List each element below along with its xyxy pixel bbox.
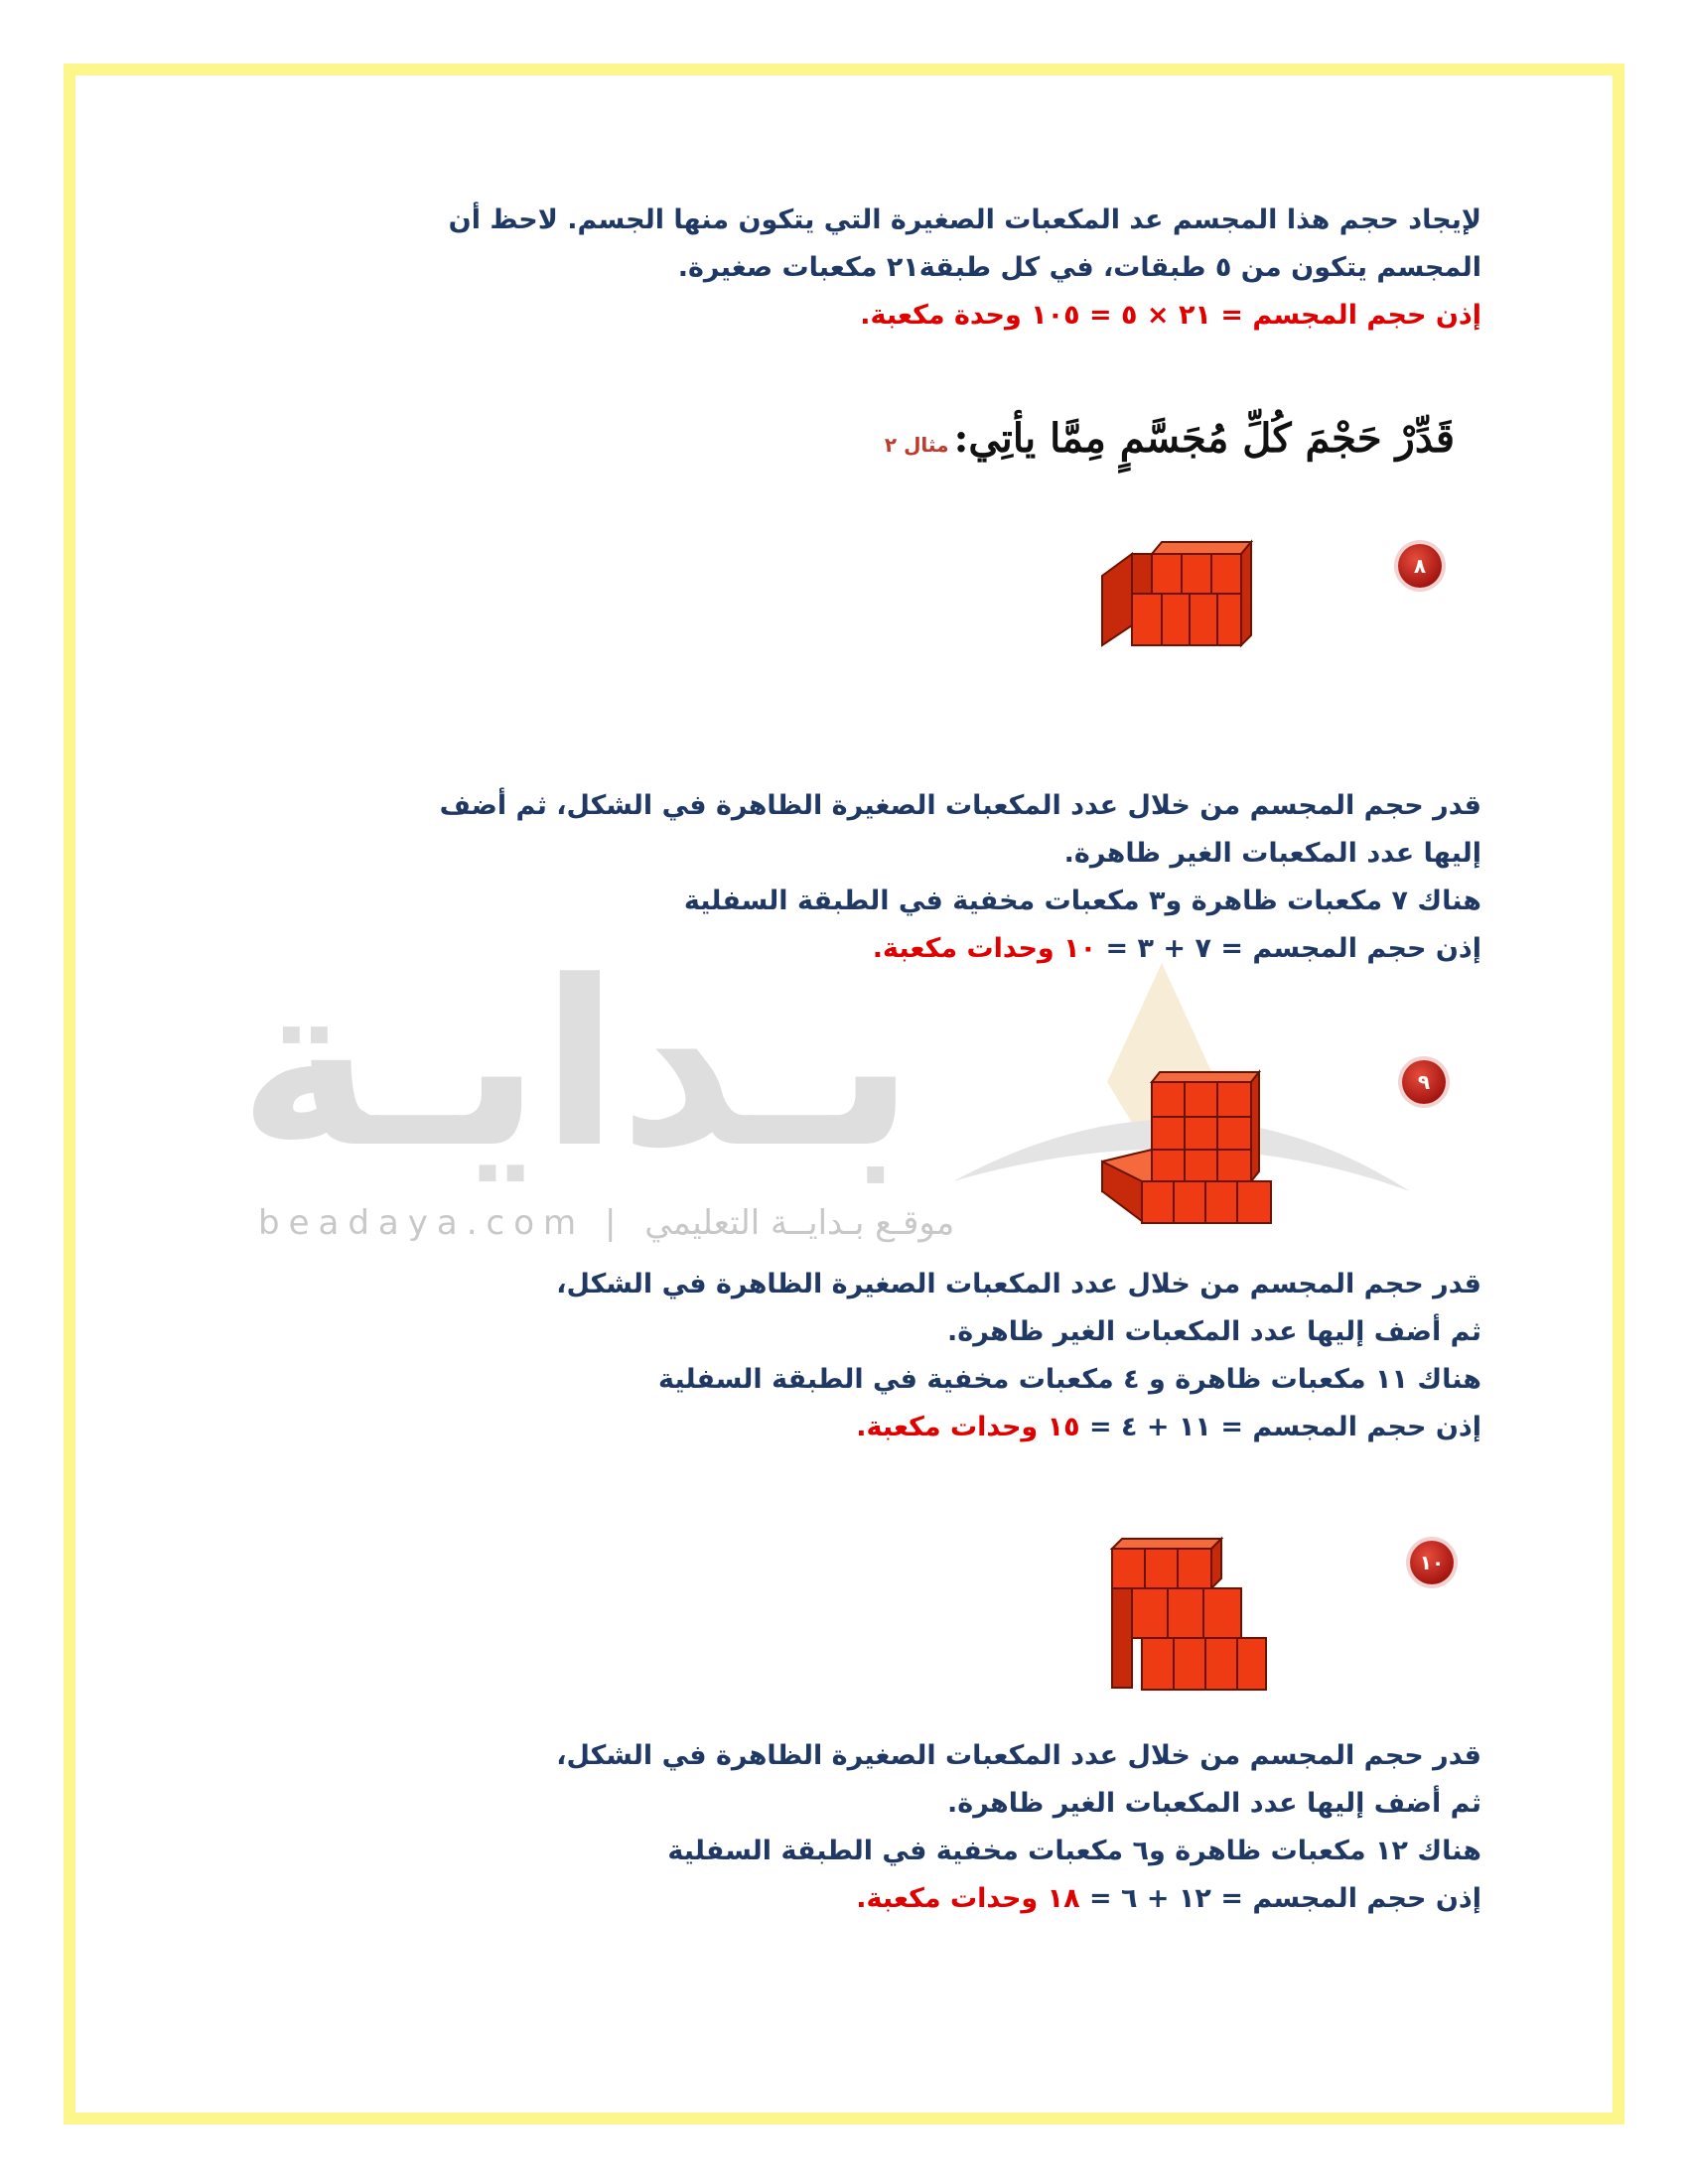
problem-9-badge: ٩ bbox=[1402, 1060, 1446, 1104]
problem-10-line-1: قدر حجم المجسم من خلال عدد المكعبات الصغيرة الظاهرة في الشكل، bbox=[556, 1740, 1481, 1771]
problem-8-line-3: هناك ٧ مكعبات ظاهرة و٣ مكعبات مخفية في الطبقة السفلية bbox=[683, 886, 1481, 916]
problem-9-line-3: هناك ١١ مكعبات ظاهرة و ٤ مكعبات مخفية في الطبقة السفلية bbox=[657, 1364, 1481, 1395]
problem-10-result-expression: إذن حجم المجسم = ١٢ + ٦ = bbox=[1079, 1883, 1481, 1914]
problem-8-result-expression: إذن حجم المجسم = ٧ + ٣ = bbox=[1096, 933, 1481, 964]
watermark-logo: بـدايـة bbox=[238, 933, 915, 1198]
problem-9-cube-figure bbox=[1092, 1062, 1291, 1236]
problem-10-badge: ١٠ bbox=[1410, 1541, 1454, 1584]
intro-line-1: لإيجاد حجم هذا المجسم عد المكعبات الصغيرة التي يتكون منها الجسم. لاحظ أن bbox=[448, 205, 1481, 235]
problem-10-result bbox=[556, 1875, 1481, 1923]
problem-8-line-2: إليها عدد المكعبات الغير ظاهرة. bbox=[1063, 838, 1481, 869]
problem-10-line-2: ثم أضف إليها عدد المكعبات الغير ظاهرة. bbox=[947, 1788, 1481, 1819]
watermark-caption: beadaya.com | موقـع بـدايــة التعليمي bbox=[258, 1203, 955, 1243]
problem-10-line-3: هناك ١٢ مكعبات ظاهرة و٦ مكعبات مخفية في الطبقة السفلية bbox=[667, 1836, 1481, 1866]
problem-10-text bbox=[556, 1732, 1481, 1923]
heading-title: قَدِّرْ حَجْمَ كُلِّ مُجَسَّمٍ مِمَّا يأتِي: bbox=[953, 415, 1455, 462]
problem-9-line-2: ثم أضف إليها عدد المكعبات الغير ظاهرة. bbox=[947, 1316, 1481, 1347]
problem-9-result-answer: ١٥ وحدات مكعبة. bbox=[856, 1412, 1080, 1442]
problem-9-line-1: قدر حجم المجسم من خلال عدد المكعبات الصغيرة الظاهرة في الشكل، bbox=[556, 1269, 1481, 1299]
intro-block bbox=[449, 197, 1481, 340]
exercise-heading bbox=[884, 415, 1455, 494]
problem-10-cube-figure bbox=[1092, 1529, 1291, 1707]
intro-line-2: المجسم يتكون من ٥ طبقات، في كل طبقة٢١ مكعبات صغيرة. bbox=[677, 252, 1481, 283]
problem-8-result-answer: ١٠ وحدات مكعبة. bbox=[872, 933, 1097, 964]
heading-example-label: مثال ٢ bbox=[884, 433, 949, 457]
intro-result: إذن حجم المجسم = ٢١ × ٥ = ١٠٥ وحدة مكعبة. bbox=[860, 300, 1481, 331]
problem-8-text bbox=[440, 782, 1481, 973]
problem-9-result bbox=[556, 1404, 1481, 1451]
problem-8-badge: ٨ bbox=[1398, 544, 1442, 588]
problem-10-result-answer: ١٨ وحدات مكعبة. bbox=[856, 1883, 1080, 1914]
problem-8-result bbox=[440, 925, 1481, 973]
problem-9-result-expression: إذن حجم المجسم = ١١ + ٤ = bbox=[1079, 1412, 1481, 1442]
problem-8-cube-figure bbox=[1092, 516, 1261, 665]
problem-9-text bbox=[556, 1261, 1481, 1451]
problem-8-line-1: قدر حجم المجسم من خلال عدد المكعبات الصغيرة الظاهرة في الشكل، ثم أضف bbox=[439, 790, 1481, 821]
